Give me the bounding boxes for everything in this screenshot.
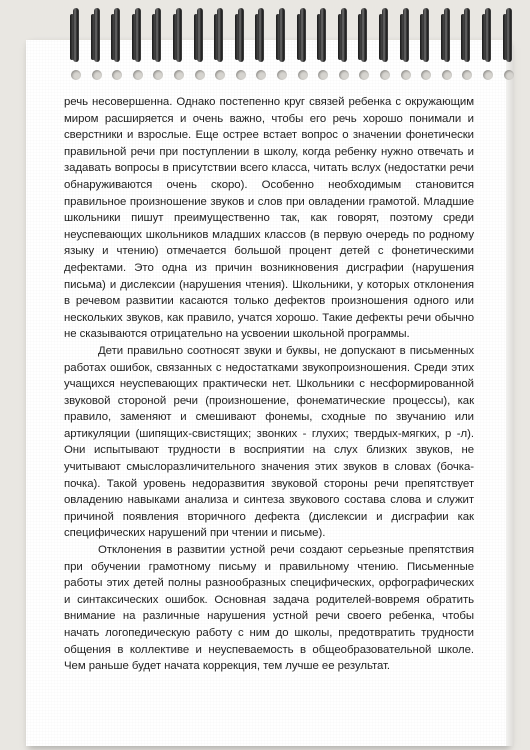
document-text xyxy=(64,94,474,675)
spiral-coil xyxy=(338,8,350,80)
spiral-coil xyxy=(420,8,432,80)
spiral-coil xyxy=(503,8,515,80)
spiral-coil xyxy=(482,8,494,80)
spiral-binding xyxy=(70,8,520,80)
spiral-coil xyxy=(379,8,391,80)
spiral-coil xyxy=(152,8,164,80)
paragraph-3: Отклонения в развитии устной речи создают серьезные препятствия при обучении грамотному письму и правильному чтению. Письменные работы этих детей полны разнообразных специфических, орфографических и синтаксических ошибок. Основная задача родителей-вовремя обратить внимание на различные нарушения устной речи своего ребенка, чтобы начать логопедическую работу с ним до школы, предотвратить трудности общения в коллективе и неуспеваемость в общеобразовательной школе. Чем раньше будет начата коррекция, тем лучше ее результат. xyxy=(64,544,474,673)
paragraph-2: Дети правильно соотносят звуки и буквы, не допускают в письменных работах ошибок, связанных с недостатками звукопроизношения. Среди этих учащихся неуспевающих практически нет. Школьники с несформированной звуковой стороной речи (произношение, фонематические процессы), как правило, заменяют и смешивают фонемы, сходные по звучанию или артикуляции (шипящих-свистящих; звонких - глухих; твердых-мягких, р -л). Они испытывают трудности в восприятии на слух близких звуков, не учитывают смыслоразличительного значения этих звуков в словах (бочка-почка). Такой уровень недоразвития звуковой стороны речи препятствует овладению навыками анализа и синтеза звукового состава слова и служит причиной появления вторичного дефекта (дислексии и дисграфии как специфических нарушений при чтении и письме). xyxy=(64,344,474,540)
spiral-coil xyxy=(173,8,185,80)
spiral-coil xyxy=(317,8,329,80)
spiral-coil xyxy=(297,8,309,80)
spiral-coil xyxy=(132,8,144,80)
spiral-coil xyxy=(441,8,453,80)
spiral-coil xyxy=(358,8,370,80)
spiral-coil xyxy=(276,8,288,80)
spiral-coil xyxy=(235,8,247,80)
spiral-coil xyxy=(91,8,103,80)
spiral-coil xyxy=(111,8,123,80)
paragraph-1: речь несовершенна. Однако постепенно круг связей ребенка с окружающим миром расширяется и очень важно, чтобы его речь хорошо понимали и сверстники и взрослые. Еще острее встает вопрос о значении фонетически правильной речи при поступлении в школу, когда ребенку нужно отвечать и задавать вопросы в присутствии всего класса, читать вслух (недостатки речи обнаруживаются очень скоро). Особенно необходимым становится правильное произношение звуков и слов при овладении грамотой. Младшие школьники пишут преимущественно так, как говорят, поэтому среди неуспевающих школьников младших классов (в первую очередь по родному языку и чтению) отмечается большой процент детей с фонетическими дефектами. Это одна из причин возникновения дисграфии (нарушения письма) и дислексии (нарушения чтения). Школьники, у которых отклонения в речевом развитии касаются только дефектов произношения одного или нескольких звуков, как правило, учатся хорошо. Такие дефекты речи обычно не сказываются отрицательно на усвоении школьной программы. xyxy=(64,96,474,341)
spiral-coil xyxy=(255,8,267,80)
spiral-coil xyxy=(400,8,412,80)
spiral-coil xyxy=(194,8,206,80)
spiral-coil xyxy=(214,8,226,80)
spiral-coil xyxy=(461,8,473,80)
spiral-coil xyxy=(70,8,82,80)
